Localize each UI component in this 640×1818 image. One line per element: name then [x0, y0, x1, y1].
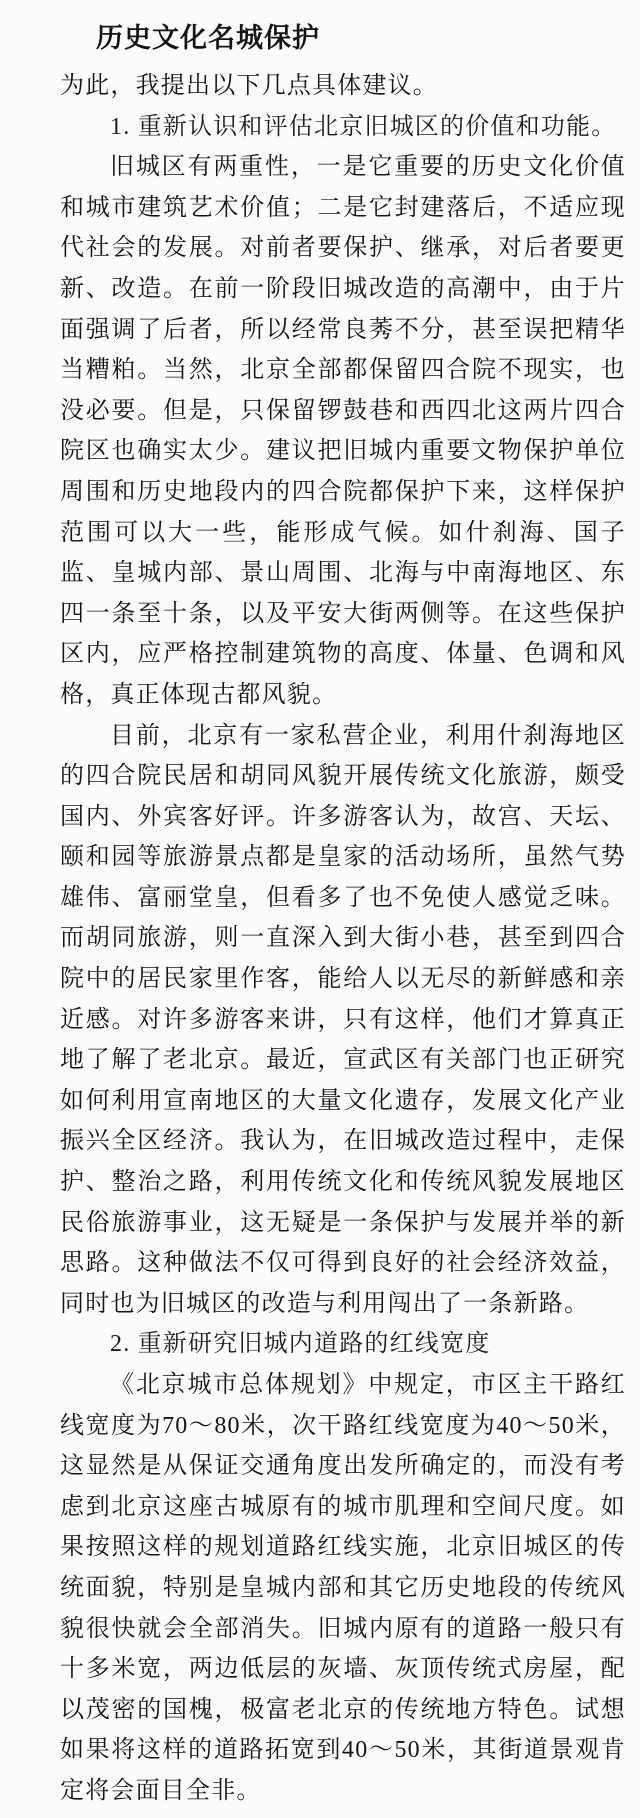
text-line: 院区也确实太少。建议把旧城内重要文物保护单位: [60, 438, 626, 465]
text-line: 为此，我提出以下几点具体建议。: [60, 73, 438, 99]
text-line: 民俗旅游事业，这无疑是一条保护与发展并举的新: [60, 1209, 626, 1236]
text-line: 区内，应严格控制建筑物的高度、体量、色调和风: [60, 641, 626, 668]
intro-paragraph: [60, 66, 626, 107]
text-line: 貌很快就会全部消失。旧城内原有的道路一般只有: [60, 1615, 626, 1642]
text-line: 院中的居民家里作客，能给人以无尽的新鲜感和亲: [60, 966, 626, 993]
text-line: 护、整治之路，利用传统文化和传统风貌发展地区: [60, 1169, 626, 1196]
text-line: 定将会面目全非。: [60, 1777, 262, 1804]
text-line: 如何利用宣南地区的大量文化遗存，发展文化产业: [60, 1087, 626, 1114]
text-line: 格，真正体现古都风貌。: [60, 681, 338, 708]
text-line: 四一条至十条，以及平安大街两侧等。在这些保护: [60, 600, 626, 627]
section-2-heading-text: 2. 重新研究旧城内道路的红线宽度: [110, 1331, 491, 1358]
section-1-heading: [60, 107, 626, 148]
section-2-paragraph-1: [60, 1365, 626, 1812]
section-1-paragraph-2: [60, 716, 626, 1325]
text-line: 地了解了老北京。最近，宣武区有关部门也正研究: [60, 1047, 626, 1074]
text-line: 面强调了后者，所以经常良莠不分，甚至误把精华: [60, 316, 626, 343]
text-line: 如果将这样的道路拓宽到40～50米，其街道景观肯: [60, 1737, 626, 1764]
text-line: 范围可以大一些，能形成气候。如什刹海、国子: [60, 519, 626, 546]
section-1-paragraph-1: [60, 147, 626, 715]
text-line: 振兴全区经济。我认为，在旧城改造过程中，走保: [60, 1128, 626, 1155]
section-2-heading: [60, 1324, 626, 1365]
section-1-heading-text: 1. 重新认识和评估北京旧城区的价值和功能。: [110, 113, 617, 140]
text-line: 《北京城市总体规划》中规定，市区主干路红: [110, 1372, 626, 1398]
text-line: 以茂密的国槐，极富老北京的传统地方特色。试想: [60, 1696, 626, 1723]
text-line: 周围和历史地段内的四合院都保护下来，这样保护: [60, 478, 626, 505]
text-line: 虑到北京这座古城原有的城市肌理和空间尺度。如: [60, 1493, 626, 1520]
text-line: 目前，北京有一家私营企业，利用什刹海地区: [110, 722, 626, 749]
page-title: 历史文化名城保护: [96, 23, 320, 53]
text-line: 颐和园等旅游景点都是皇家的活动场所，虽然气势: [60, 844, 626, 871]
text-line: 当糟粕。当然，北京全部都保留四合院不现实，也: [60, 357, 626, 384]
text-line: 十多米宽，两边低层的灰墙、灰顶传统式房屋，配: [60, 1656, 626, 1683]
text-line: 这显然是从保证交通角度出发所确定的，而没有考: [60, 1453, 626, 1480]
text-line: 统面貌，特别是皇城内部和其它历史地段的传统风: [60, 1574, 626, 1601]
text-line: 近感。对许多游客来讲，只有这样，他们才算真正: [60, 1006, 626, 1033]
text-line: 没必要。但是，只保留锣鼓巷和西四北这两片四合: [60, 397, 626, 424]
document-body: [60, 66, 626, 1812]
text-line: 同时也为旧城区的改造与利用闯出了一条新路。: [60, 1290, 590, 1317]
text-line: 代社会的发展。对前者要保护、继承，对后者要更: [60, 235, 626, 262]
text-line: 国内、外宾客好评。许多游客认为，故宫、天坛、: [60, 803, 626, 830]
text-line: 的四合院民居和胡同风貌开展传统文化旅游，颇受: [60, 763, 626, 790]
text-line: 监、皇城内部、景山周围、北海与中南海地区、东: [60, 560, 626, 587]
text-line: 果按照这样的规划道路红线实施，北京旧城区的传: [60, 1534, 626, 1561]
text-line: 和城市建筑艺术价值；二是它封建落后，不适应现: [60, 194, 626, 221]
text-line: 而胡同旅游，则一直深入到大街小巷，甚至到四合: [60, 925, 626, 952]
text-line: 新、改造。在前一阶段旧城改造的高潮中，由于片: [60, 275, 626, 302]
text-line: 旧城区有两重性，一是它重要的历史文化价值: [110, 154, 626, 181]
text-line: 思路。这种做法不仅可得到良好的社会经济效益，: [60, 1250, 626, 1277]
text-line: 线宽度为70～80米，次干路红线宽度为40～50米，: [60, 1412, 626, 1439]
text-line: 雄伟、富丽堂皇，但看多了也不免使人感觉乏味。: [60, 884, 626, 911]
